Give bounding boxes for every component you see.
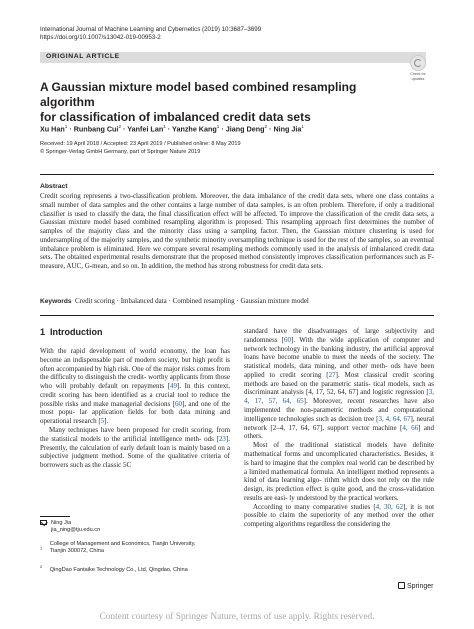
title-line: for classification of imbalanced credit data sets — [40, 109, 311, 124]
affiliation-2 — [40, 563, 188, 574]
affiliation-line: QingDao Fantaike Technology Co., Ltd, Qingdao, China — [49, 566, 188, 573]
affiliation-mark: 2 — [264, 124, 268, 129]
keywords-text: Credit scoring · Imbalanced data · Combined resampling · Gaussian mixture model — [75, 297, 309, 305]
article-type-label: ORIGINAL ARTICLE — [46, 53, 120, 60]
author-name[interactable]: Jiang Deng — [225, 124, 265, 134]
corresponding-name: Ning Jia — [51, 520, 72, 526]
text-line: rithm which does not rely on the rule design, its prediction — [244, 476, 435, 494]
text-line: class contains a small number of data samples and the other contains a large number of data samples, is an often problem. — [40, 192, 434, 209]
citation-link[interactable]: 4, 66 — [402, 423, 419, 432]
envelope-icon — [40, 520, 47, 525]
publication-dates — [40, 141, 241, 157]
text-line: and network technology in the banking industry, the artificial — [244, 335, 435, 353]
corresponding-email[interactable]: jia_ning@tju.edu.cn — [51, 527, 101, 534]
paragraph — [244, 441, 434, 502]
copyright-line: © Springer-Verlag GmbH Germany, part of Springer Nature 2019 — [40, 148, 201, 155]
text-line: intelligent method represents a kind of data learning algo- — [244, 467, 434, 485]
author-separator: · — [267, 124, 274, 134]
text-line: ly understood by the practical workers. — [289, 493, 399, 502]
corresponding-author — [40, 520, 100, 534]
text-line: research [5]. — [73, 417, 109, 426]
text-line: the classification of the credit data sets, a Gaussian mixture model based combined resampling algorithm is proposed. This — [40, 209, 434, 227]
citation-link[interactable]: 49 — [170, 382, 178, 391]
affiliation-mark: 1 — [216, 124, 220, 129]
paragraph — [40, 426, 230, 470]
citation-link[interactable]: 60 — [284, 335, 292, 344]
text-line: randomness [60]. With the wide application of computer — [244, 335, 420, 344]
text-line: recent researches have also implemented the non-parametric — [244, 397, 435, 415]
left-column — [40, 347, 230, 470]
text-line: tical models, such as discriminant analysis [4, 17, 52, 64, — [244, 379, 435, 397]
citation-link[interactable]: 3, 4, 64, 67 — [378, 414, 411, 423]
citation-link[interactable]: 3, 4, 17, 57, 64, 65 — [244, 388, 434, 406]
text-line: 67], support vector machine [4, 66] and others. — [244, 423, 434, 441]
text-line: Credit scoring represents a two-classification problem. Moreover, the data imbalance of the credit data sets, where one — [40, 192, 387, 200]
text-line: oversampling technique is used for the rest of the samples, so an eventual imbalance problem is eliminated. Here we compare — [40, 235, 434, 253]
text-line: is not possible to claim the superiority of any method over — [244, 502, 435, 520]
text-line: profit is often accompanied by high risk. One of the major — [40, 355, 231, 373]
text-line: several resampling methods commonly used in the analysis of imbalanced credit data sets. The obtained experimental results — [40, 244, 434, 262]
text-line: resampling approach first determines the number of samples of the majority class and the minority class using a sampling — [40, 218, 435, 235]
text-line: Most of the traditional statistical models have definite — [253, 441, 434, 450]
divider — [40, 315, 434, 316]
author-separator: · — [67, 124, 74, 134]
text-line: society. The statistical models, data mining, and other meth- — [244, 353, 434, 371]
text-line: as decision tree [3, 4, 64, 67], neural network [2–4, 17, 64, — [244, 414, 435, 432]
keywords-label: Keywords — [40, 298, 72, 305]
text-line: the qualitative criteria of borrowers such as the classic 5C — [40, 452, 231, 470]
citation-link[interactable]: 60 — [174, 399, 182, 408]
article-title — [40, 80, 400, 124]
author-name[interactable]: Yanfei Lan — [127, 124, 164, 134]
affiliation-line: College of Management and Economics, Tianjin University, — [49, 541, 196, 547]
title-line: A Gaussian mixture model based combined resampling algorithm — [40, 80, 357, 109]
affiliation-1 — [40, 541, 196, 555]
text-line: Therefore, if only a traditional classifier is used to classify the data, the final classification effect will be affected. To improve — [40, 200, 435, 218]
text-line: from the statistical models to the artificial intelligence meth- — [40, 426, 231, 443]
footnote-rule — [40, 516, 70, 517]
text-line: standard have the disadvantages of large subjectivity and — [244, 327, 434, 335]
section-title: Introduction — [50, 327, 103, 337]
publisher-logo — [398, 582, 433, 590]
section-heading — [40, 327, 108, 337]
author-separator: · — [219, 124, 226, 134]
text-line: the other competing algorithms regardless the considering the — [244, 511, 434, 529]
springer-horse-icon — [398, 582, 405, 589]
journal-citation — [40, 26, 261, 43]
citation-link[interactable]: 4, 30, 62 — [375, 502, 403, 511]
paragraph — [244, 503, 434, 529]
text-line: 67] and logistic regression [3, 4, 17, 57, 64, 65]. Moreover, — [244, 388, 434, 406]
author-name[interactable]: Yanzhe Kang — [172, 124, 217, 134]
affiliation-mark: 2 — [118, 124, 121, 129]
divider — [40, 174, 434, 175]
publisher-name: Springer — [407, 583, 434, 590]
author-separator: · — [165, 124, 173, 134]
check-updates-line1: Check for — [410, 72, 426, 76]
text-line: With the rapid development of world economy, the loan has — [40, 347, 230, 355]
section-number: 1 — [40, 327, 46, 337]
author-separator: · — [121, 124, 128, 134]
text-line: and so on. In addition, the method has strong robustness for credit data sets. — [110, 262, 324, 270]
author-list — [40, 124, 304, 133]
author-name[interactable]: Ning Jia — [273, 124, 302, 134]
journal-line: International Journal of Machine Learning and Cybernetics (2019) 10:3687–3699 — [40, 26, 262, 33]
abstract-body — [40, 192, 434, 271]
check-updates-icon — [410, 55, 426, 71]
text-line: factor. Then, the Gaussian mixture clustering is used for undersampling of the majority samples, and the synthetic minority — [40, 227, 434, 244]
check-for-updates-badge[interactable] — [406, 55, 430, 81]
dates-line: Received: 19 April 2018 / Accepted: 23 April 2019 / Published online: 8 May 2019 — [40, 141, 241, 147]
doi-link[interactable]: https://doi.org/10.1007/s13042-019-00953-2 — [40, 34, 161, 42]
paragraph — [40, 347, 230, 426]
text-line: worthy applicants from those who will probably default on — [40, 373, 231, 391]
check-updates-line2: updates — [411, 77, 425, 81]
text-line: credit scoring methods are based on the parametric statis- — [244, 370, 435, 388]
affiliation-line: Tianjin 300072, China — [49, 548, 105, 555]
author-name[interactable]: Xu Han — [40, 124, 65, 134]
affiliation-mark: 2 — [40, 564, 43, 569]
text-line: effect is quite good, and the cross-validation results are easi- — [244, 485, 434, 502]
article-type-banner — [40, 52, 426, 63]
affiliation-mark: 1 — [64, 124, 68, 129]
watermark-footer: Content courtesy of Springer Nature, terms of use apply. Rights reserved. — [99, 612, 375, 622]
abstract-heading: Abstract — [40, 183, 68, 190]
text-line: mathematical forms and uncomplicated characteristics. — [244, 449, 402, 458]
text-line: can be described by a limited mathematical formula. An — [244, 458, 435, 476]
citation-link[interactable]: 5 — [100, 417, 105, 426]
text-line: approval loans have become unable to meet the needs of the — [244, 344, 435, 362]
text-line: risks comes from the difficulty to distinguish the credit- — [40, 364, 231, 382]
citation-link[interactable]: 27 — [328, 370, 336, 379]
text-line: Besides, it is hard to imagine that the complex real world — [244, 449, 434, 467]
author-name[interactable]: Runbang Cui — [73, 124, 119, 134]
affiliation-mark: 1 — [40, 545, 43, 551]
text-line: make managerial decisions [60], and one of the most popu- — [40, 399, 230, 417]
affiliation-mark: 1 — [163, 124, 166, 129]
citation-link[interactable]: 23 — [218, 434, 226, 443]
text-line: become an indispensable part of modern society, but high — [40, 355, 206, 364]
text-line: ods have been applied to credit scoring [27]. Most classical — [244, 362, 434, 379]
keywords — [40, 297, 309, 305]
text-line: repayments [49]. In this context, credit scoring has been — [40, 382, 230, 399]
text-line: demonstrate that the proposed method consistently improves classification performances such as F-measure, AUC, G-mean, — [40, 253, 434, 270]
text-line: Many techniques have been proposed for credit scoring, — [49, 426, 214, 435]
text-line: lar application fields for both data mining and operational — [40, 408, 230, 426]
paragraph — [244, 327, 434, 441]
text-line: mainly based on a subjective judgment method. Some of — [40, 443, 230, 461]
text-line: methods and computational intelligence technologies such — [244, 406, 435, 423]
affiliation-mark: 1 — [301, 124, 304, 129]
text-line: ods [23]. Presently, the calculation of early default loan is — [40, 434, 230, 452]
right-column — [244, 327, 434, 529]
text-line: identified as a crucial tool to reduce the possible risks and — [40, 390, 231, 408]
text-line: According to many comparative studies [4, 30, 62], it — [253, 502, 415, 511]
